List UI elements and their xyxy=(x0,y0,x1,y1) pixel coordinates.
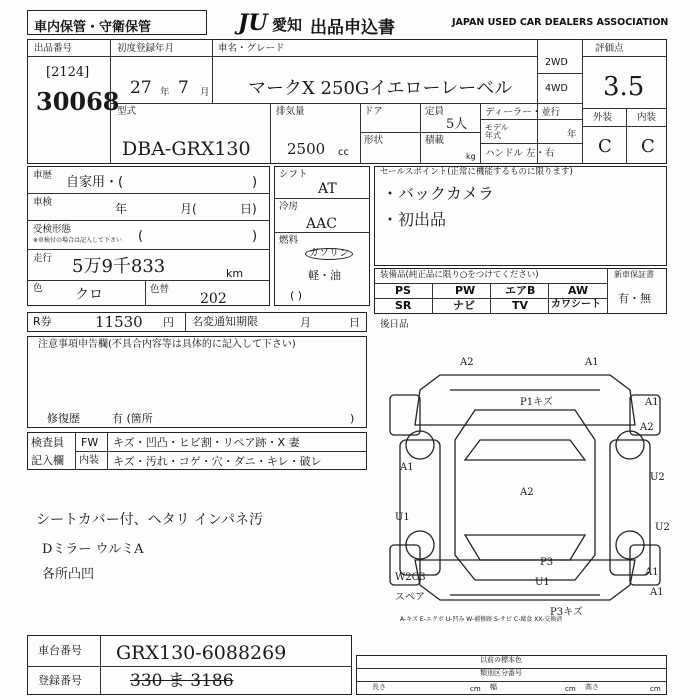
name-change-day: 日 xyxy=(349,316,360,329)
model-year-label: モデル年式 xyxy=(485,123,509,140)
lot-sub: [2124] xyxy=(46,65,90,80)
diag-label-11: P3 xyxy=(540,557,554,568)
recycle-value: 11530 xyxy=(95,313,143,331)
mileage-label: 走行 xyxy=(33,253,53,264)
disp-label: 排気量 xyxy=(276,106,305,117)
handle-label: ハンドル 左・右 xyxy=(485,148,555,159)
association-name: JAPAN USED CAR DEALERS ASSOCIATION xyxy=(452,17,669,28)
load-unit: kg xyxy=(466,152,476,161)
newcar-label: 新車保証書 xyxy=(614,270,654,279)
diag-label-13: W2C3 xyxy=(395,572,426,583)
model-year-unit: 年 xyxy=(567,129,577,140)
equip-navi: ナビ xyxy=(453,299,475,312)
mileage-unit: km xyxy=(226,267,244,280)
history-close: ) xyxy=(252,175,258,190)
equip-airbag: エアB xyxy=(505,284,536,297)
dims-row-1: 以前の標本色 xyxy=(480,656,522,664)
diag-label-6: A1 xyxy=(400,462,414,473)
dims-row-2: 類別区分番号 xyxy=(480,669,522,677)
color-value: クロ xyxy=(75,287,103,303)
cap-value: 5人 xyxy=(446,117,468,132)
inspection-label: 車検 xyxy=(33,197,53,208)
equip-ps: PS xyxy=(395,284,411,297)
storage-note xyxy=(27,10,207,35)
ju-logo: JU xyxy=(238,10,268,36)
damage-diagram xyxy=(380,345,670,635)
repair-label: 修復歴 xyxy=(47,412,80,425)
selling-label: セールスポイント(正常に機能するものに限ります) xyxy=(380,167,573,177)
diag-label-4: A1 xyxy=(645,397,659,408)
door-label: ドア xyxy=(364,106,383,117)
recycle-label: R券 xyxy=(33,315,52,328)
form-close: ) xyxy=(252,229,258,244)
inspector-label-1: 検査員 xyxy=(31,436,64,449)
lot-label: 出品番号 xyxy=(34,43,73,54)
disp-unit: cc xyxy=(338,147,349,158)
history-block xyxy=(27,166,270,306)
name-change-month: 月 xyxy=(300,316,311,329)
reg-unit-month: 月 xyxy=(200,87,210,98)
form-label: 受検形態 xyxy=(33,224,72,235)
dims-height-unit: cm xyxy=(650,685,661,693)
storage-text: 車内保管・守衛保管 xyxy=(34,20,152,35)
diag-label-12: U1 xyxy=(535,577,550,588)
equip-tv: TV xyxy=(512,299,529,312)
ac-label: 冷房 xyxy=(279,201,299,212)
diag-label-17: A1 xyxy=(650,587,664,598)
inspector-int-items: キズ・汚れ・コゲ・穴・ダニ・キレ・破レ xyxy=(113,455,322,468)
dims-height: 高さ xyxy=(585,683,599,691)
model-label: 型式 xyxy=(117,106,137,117)
inspector-label-2: 記入欄 xyxy=(31,454,64,467)
recycle-unit: 円 xyxy=(163,316,174,329)
fuel-label: 燃料 xyxy=(279,235,299,246)
inspector-fw: FW xyxy=(81,436,99,449)
dims-length: 長さ xyxy=(372,683,386,691)
lot-number: 30068 xyxy=(36,87,120,116)
dealer-label: ディーラー・並行 xyxy=(485,107,561,118)
diag-label-14: A1 xyxy=(645,567,659,578)
score-label: 評価点 xyxy=(595,43,624,54)
vin-value: GRX130-6088269 xyxy=(116,642,287,664)
diagram-legend: A-キズ E-エクボ U-凹み W-補修跡 S-サビ C-腐食 XX-交換済 xyxy=(400,616,563,623)
inspection-year: 年 xyxy=(115,202,128,216)
comment-line-3: 各所凸凹 xyxy=(42,567,95,582)
newcar-value: 有・無 xyxy=(618,292,651,305)
diag-label-5: A2 xyxy=(640,422,654,433)
diag-label-15: スペア xyxy=(395,592,425,603)
diag-label-8: U1 xyxy=(395,512,410,523)
fuel-gas: ガソリン xyxy=(305,248,353,260)
disp-value: 2500 xyxy=(287,140,326,158)
form-open: ( xyxy=(138,229,144,244)
inspection-day: 日) xyxy=(240,202,257,216)
comment-line-1: シートカバー付、ヘタリ インパネ汚 xyxy=(36,512,264,528)
inspector-int: 内装 xyxy=(79,455,99,466)
plate-value: 330 ま 3186 xyxy=(130,671,234,691)
score-value: 3.5 xyxy=(603,72,645,102)
shift-value: AT xyxy=(318,181,337,197)
equip-sr: SR xyxy=(395,299,412,312)
car-name: マークX 250Gイエローレーベル xyxy=(248,78,513,99)
inspector-fw-items: キズ・凹凸・ヒビ割・リペア跡・X 妻 xyxy=(113,436,300,449)
ext-label: 外装 xyxy=(593,112,613,123)
vin-label: 車台番号 xyxy=(38,644,82,657)
history-label: 車歴 xyxy=(33,170,53,181)
back-remarks-label: 後日品 xyxy=(380,319,409,330)
mileage-value: 5万9千833 xyxy=(72,256,166,277)
color-no-value: 202 xyxy=(200,291,227,307)
dims-width-unit: cm xyxy=(565,685,576,693)
ext-value: C xyxy=(598,136,612,157)
drive-2wd: 2WD xyxy=(545,57,568,68)
inspection-month: 月( xyxy=(180,202,197,216)
equip-aw: AW xyxy=(568,284,589,297)
diag-label-9: U2 xyxy=(655,522,670,533)
equipment-label: 装備品(純正品に限り○をつけてください) xyxy=(380,270,539,280)
dims-width: 幅 xyxy=(490,683,497,691)
cap-label: 定員 xyxy=(425,106,445,117)
int-value: C xyxy=(641,136,655,157)
equip-pw: PW xyxy=(455,284,476,297)
form-note: ※車検付の場合は記入して下さい xyxy=(33,237,123,244)
equip-seat: カワシート xyxy=(551,299,601,310)
diag-label-10: A2 xyxy=(520,487,534,498)
repair-value: 有 (箇所 xyxy=(112,412,153,425)
color-no-label: 色替 xyxy=(150,284,170,295)
selling-point-2: ・初出品 xyxy=(382,210,447,229)
ac-value: AAC xyxy=(306,216,337,232)
diag-label-16: P3キズ xyxy=(550,607,583,618)
fuel-other: ( ) xyxy=(290,289,303,302)
repair-close: ) xyxy=(350,412,355,425)
dims-length-unit: cm xyxy=(470,685,481,693)
brand-name: 愛知 xyxy=(272,16,303,34)
fuel-diesel: 軽・油 xyxy=(308,269,341,282)
reg-label: 初度登録年月 xyxy=(117,43,175,54)
form-title: 出品申込書 xyxy=(310,18,395,38)
notice-label: 注意事項申告欄(不具合内容等は具体的に記入して下さい) xyxy=(38,339,296,350)
plate-label: 登録番号 xyxy=(38,674,82,687)
diag-label-2: A1 xyxy=(585,357,599,368)
selling-point-1: ・バックカメラ xyxy=(382,184,495,203)
diag-label-7: U2 xyxy=(650,472,665,483)
model-value: DBA-GRX130 xyxy=(122,138,251,160)
int-label: 内装 xyxy=(637,112,657,123)
comment-line-2: Dミラー ウルミA xyxy=(42,542,144,557)
drive-4wd: 4WD xyxy=(545,83,568,94)
load-label: 積載 xyxy=(425,135,445,146)
shape-label: 形状 xyxy=(364,135,384,146)
name-label: 車名・グレード xyxy=(218,43,285,54)
diag-label-1: A2 xyxy=(460,357,474,368)
diag-label-3: P1キズ xyxy=(520,397,553,408)
reg-unit-year: 年 xyxy=(160,87,170,98)
shift-label: シフト xyxy=(279,169,308,180)
history-value: 自家用・( xyxy=(66,175,124,190)
color-label: 色 xyxy=(33,283,43,294)
reg-month: 7 xyxy=(178,78,189,98)
name-change-label: 名変通知期限 xyxy=(192,315,258,328)
reg-year: 27 xyxy=(130,78,152,98)
